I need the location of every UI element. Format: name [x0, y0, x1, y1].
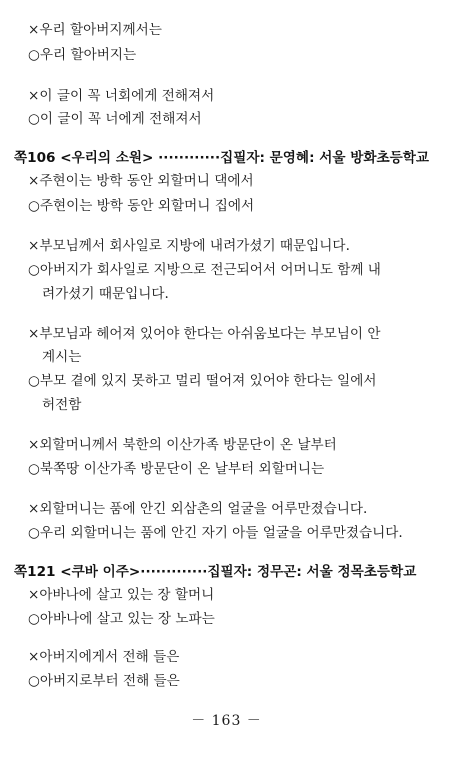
correction-continuation: 허전함	[42, 397, 82, 413]
correction-wrong: ×주현이는 방학 동안 외할머니 댁에서	[28, 173, 254, 189]
page-number: － 163 －	[191, 713, 262, 729]
correction-right: ○아버지로부터 전해 들은	[28, 673, 180, 689]
correction-wrong: ×부모님께서 회사일로 지방에 내려가셨기 때문입니다.	[28, 238, 350, 254]
section-heading: 쪽106 <우리의 소원> ············집필자: 문영혜: 서울 방화초등학교	[14, 150, 430, 166]
correction-wrong: ×우리 할아버지께서는	[28, 22, 162, 38]
correction-right: ○주현이는 방학 동안 외할머니 집에서	[28, 198, 255, 214]
correction-right: ○아바나에 살고 있는 장 노파는	[28, 611, 215, 627]
correction-right: ○우리 외할머니는 품에 안긴 자기 아들 얼굴을 어루만졌습니다.	[28, 525, 403, 541]
correction-right: ○부모 곁에 있지 못하고 멀리 떨어져 있어야 한다는 일에서	[28, 373, 377, 389]
correction-wrong: ×아버지에게서 전해 들은	[28, 649, 180, 665]
correction-right: ○북쪽땅 이산가족 방문단이 온 날부터 외할머니는	[28, 461, 325, 477]
correction-wrong: ×이 글이 꼭 너회에게 전해져서	[28, 88, 215, 104]
correction-wrong: ×외할머니께서 북한의 이산가족 방문단이 온 날부터	[28, 437, 337, 453]
correction-continuation: 려가셨기 때문입니다.	[42, 286, 169, 302]
correction-right: ○이 글이 꼭 너에게 전해져서	[28, 111, 202, 127]
correction-wrong: ×부모님과 헤어져 있어야 한다는 아쉬움보다는 부모님이 안	[28, 326, 381, 342]
section-heading: 쪽121 <쿠바 이주>·············집필자: 정무곤: 서울 정목초등학교	[14, 564, 417, 580]
correction-right: ○아버지가 회사일로 지방으로 전근되어서 어머니도 함께 내	[28, 262, 381, 278]
correction-wrong: ×외할머니는 품에 안긴 외삼촌의 얼굴을 어루만졌습니다.	[28, 501, 368, 517]
correction-continuation: 계시는	[42, 349, 82, 365]
correction-wrong: ×아바나에 살고 있는 장 할머니	[28, 587, 215, 603]
correction-right: ○우리 할아버지는	[28, 47, 137, 63]
